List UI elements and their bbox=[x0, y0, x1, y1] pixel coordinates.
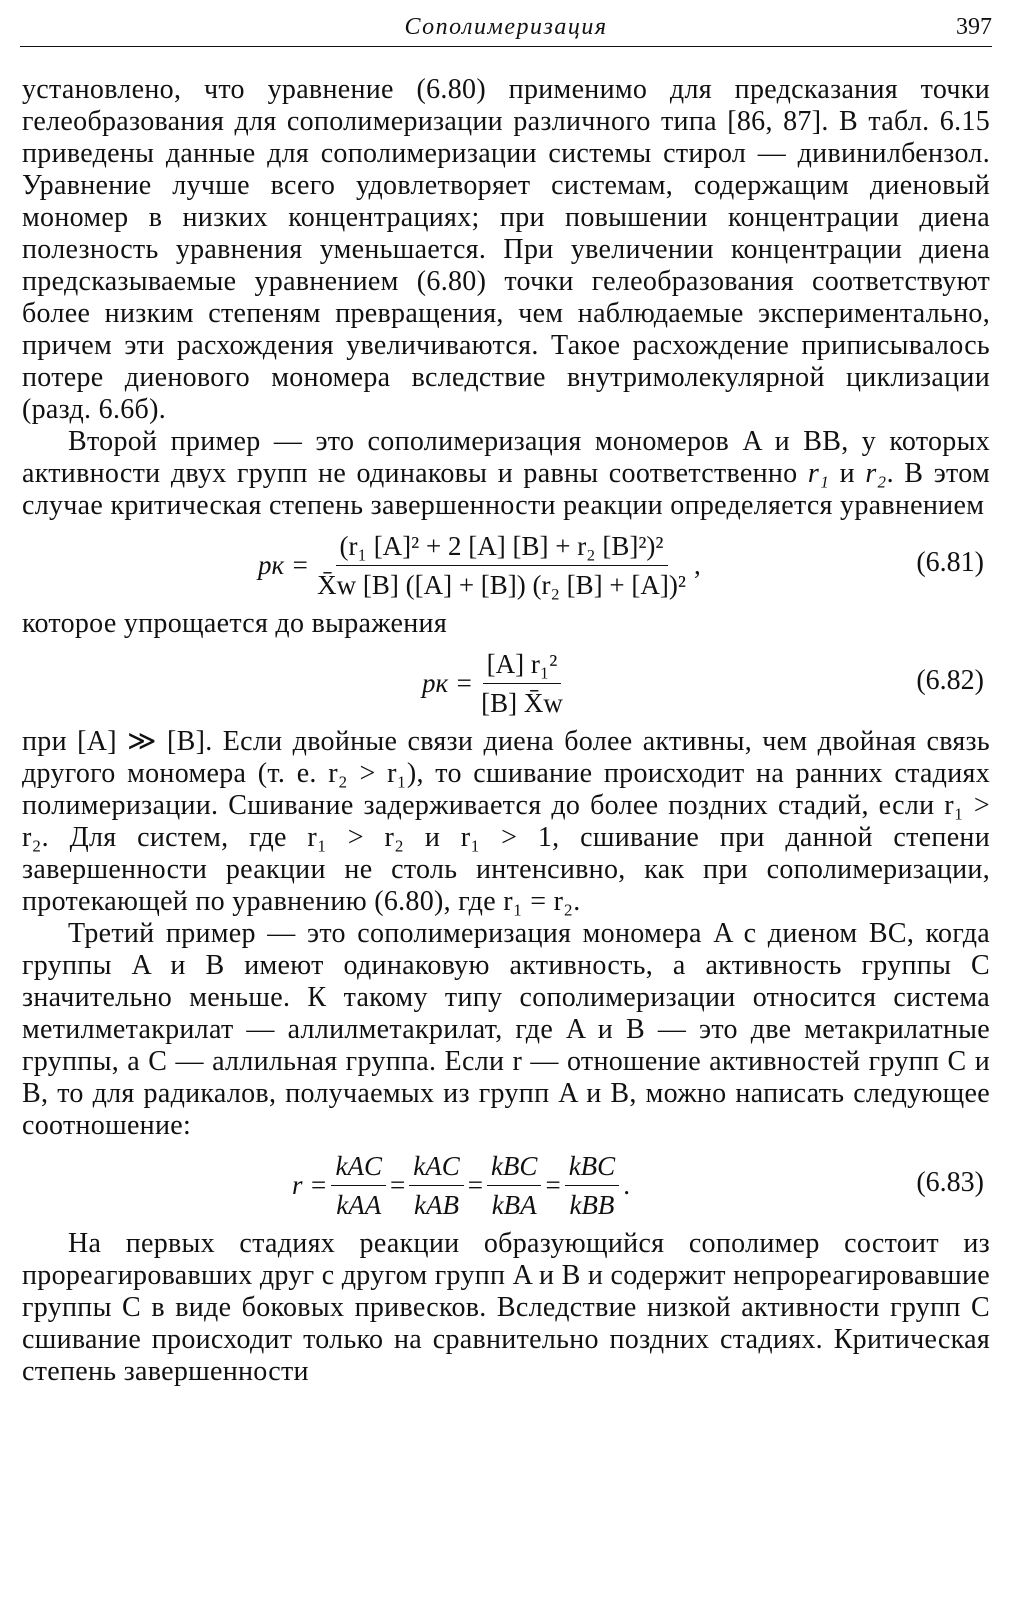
eq-6-82-denominator: [B] X̄w bbox=[481, 687, 563, 718]
eq-6-83-denominator-3: kBA bbox=[491, 1189, 537, 1220]
symbol-r2: r₂ bbox=[865, 458, 887, 489]
eq-6-83-numerator-1: kAC bbox=[331, 1149, 386, 1186]
eq-6-83-number: (6.83) bbox=[916, 1167, 984, 1198]
eq-6-83-equals-2: = bbox=[467, 1169, 483, 1200]
paragraph-4: при [A] ≫ [B]. Если двойные связи диена более активны, чем двойная связь другого мономера (т. е. r₂ > r₁), то сшивание происходит на ранних стадиях полимеризации. Сшивание задерживается до более поздних стадий, если r₁ > r₂. Для систем, где r₁ > r₂ и r₁ > 1, сшивание при данной степени завершенности реакции не столь интенсивно, как при сополимеризации, протекающей по уравнению (6.80), где r₁ = r₂. bbox=[22, 726, 990, 917]
paragraph-6: На первых стадиях реакции образующийся сополимер состоит из прореагировавших друг с другом групп A и B и содержит непрореагировавшие группы C в виде боковых привесков. Вследствие низкой активности групп C сшивание происходит только на сравнительно поздних стадиях. Критическая степень завершенности bbox=[22, 1228, 990, 1387]
eq-6-82-fraction bbox=[477, 647, 567, 720]
eq-6-83-numerator-3: kBC bbox=[487, 1149, 542, 1186]
equation-6-82 bbox=[22, 640, 990, 726]
paragraph-3: которое упрощается до выражения bbox=[22, 608, 447, 639]
eq-6-83-fraction-4 bbox=[565, 1149, 620, 1222]
page-number: 397 bbox=[956, 14, 992, 40]
eq-6-81-fraction bbox=[313, 529, 690, 602]
page-body bbox=[22, 74, 990, 1388]
eq-6-83-fraction-2 bbox=[409, 1149, 464, 1222]
eq-6-83-trail: . bbox=[623, 1169, 630, 1200]
paragraph-2 bbox=[22, 426, 990, 522]
eq-6-83-fraction-1 bbox=[331, 1149, 386, 1222]
eq-6-82-numerator: [A] r₁² bbox=[483, 647, 562, 684]
eq-6-81-trail: , bbox=[693, 549, 701, 580]
paragraph-2-text-a: Второй пример — это сополимеризация мономеров A и BB, у которых активности двух групп не одинаковы и равны соответственно bbox=[22, 426, 990, 489]
paragraph-5: Третий пример — это сополимеризация мономера A с диеном BC, когда группы A и B имеют одинаковую активность, а активность группы C значительно меньше. К такому типу сополимеризации относится система метилметакрилат — аллилметакрилат, где A и B — это две метакрилатные группы, а C — аллильная группа. Если r — отношение активностей групп C и B, то для радикалов, получаемых из групп A и B, можно написать следующее соотношение: bbox=[22, 918, 990, 1141]
eq-6-81-numerator: (r₁ [A]² + 2 [A] [B] + r₂ [B]²)² bbox=[336, 529, 668, 566]
equation-6-81 bbox=[22, 522, 990, 608]
running-header bbox=[20, 12, 992, 47]
paragraph-2-text-b: и bbox=[829, 458, 866, 489]
eq-6-83-fraction-3 bbox=[487, 1149, 542, 1222]
paragraph-2-text-c: . В этом случае критическая степень завершенности реакции определяется уравнением bbox=[22, 458, 990, 521]
paragraph-1: установлено, что уравнение (6.80) применимо для предсказания точки гелеобразования для сополимеризации различного типа [86, 87]. В табл. 6.15 приведены данные для сополимеризации системы стирол — дивинилбензол. Уравнение лучше всего удовлетворяет системам, содержащим диеновый мономер в низких концентрациях; при повышении концентрации диена полезность уравнения уменьшается. При увеличении концентрации диена предсказываемые уравнением (6.80) точки гелеобразования соответствуют более низким степеням превращения, чем наблюдаемые экспериментально, причем эти расхождения увеличиваются. Такое расхождение приписывалось потере диенового мономера вследствие внутримолекулярной циклизации (разд. 6.6б). bbox=[22, 74, 990, 425]
eq-6-83-equals-1: = bbox=[389, 1169, 406, 1200]
eq-6-83-denominator-4: kBB bbox=[569, 1189, 615, 1220]
eq-6-83-lhs: r = bbox=[292, 1169, 328, 1200]
eq-6-83-numerator-2: kAC bbox=[409, 1149, 464, 1186]
eq-6-82-number: (6.82) bbox=[916, 665, 984, 696]
eq-6-83-denominator-1: kAA bbox=[336, 1189, 382, 1220]
symbol-r1: r₁ bbox=[807, 458, 830, 489]
eq-6-81-lhs: pк = bbox=[258, 549, 310, 580]
eq-6-82-lhs: pк = bbox=[422, 667, 474, 698]
eq-6-81-number: (6.81) bbox=[916, 547, 984, 578]
eq-6-83-numerator-4: kBC bbox=[565, 1149, 620, 1186]
running-title: Сополимеризация bbox=[404, 14, 608, 40]
equation-6-83 bbox=[22, 1142, 990, 1228]
eq-6-83-denominator-2: kAB bbox=[413, 1189, 459, 1220]
eq-6-83-equals-3: = bbox=[545, 1169, 561, 1200]
eq-6-81-denominator: X̄w [B] ([A] + [B]) (r₂ [B] + [A])² bbox=[317, 569, 686, 600]
